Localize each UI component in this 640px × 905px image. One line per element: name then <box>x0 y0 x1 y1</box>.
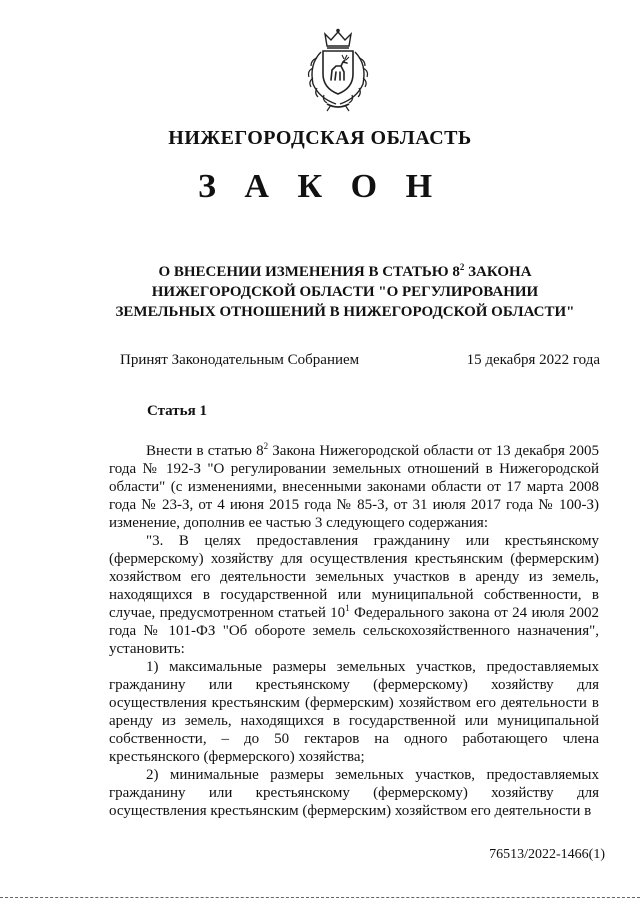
document-type-title: З А К О Н <box>197 168 443 205</box>
article-heading: Статья 1 <box>147 403 207 419</box>
adoption-date: 15 декабря 2022 года <box>466 352 600 368</box>
page-edge-divider <box>0 897 640 898</box>
paragraph: "3. В целях предоставления гражданину или крестьянскому (фермерскому) хозяйству для осуществления крестьянским (фермерским) хозяйством его деятельности земельных участков в аренду из земель, находящихся в государственной или муниципальной собственности, в случае, предусмотренном статьей $10^1$ Федерального закона от 24 июля 2002 года № 101-ФЗ "Об обороте земель сельскохозяйственного назначения", установить: <box>109 533 600 657</box>
adopted-by: Принят Законодательным Собранием <box>120 352 360 368</box>
paragraph: Внести в статью $8^2$ Закона Нижегородской области от 13 декабря 2005 года № 192-З "О регулировании земельных отношений в Нижегородской области" (с изменениями, внесенными законами области от 17 марта 2008 года № 23-З, от 4 июня 2015 года № 85-З, от 31 июля 2017 года № 100-З) изменение, дополнив ее частью 3 следующего содержания: <box>109 441 600 531</box>
law-title-line-3: ЗЕМЕЛЬНЫХ ОТНОШЕНИЙ В НИЖЕГОРОДСКОЙ ОБЛАСТИ" <box>115 304 575 320</box>
document-number: 76513/2022-1466(1) <box>489 847 605 862</box>
law-title-line-2: НИЖЕГОРОДСКОЙ ОБЛАСТИ "О РЕГУЛИРОВАНИИ <box>151 284 539 300</box>
article-body <box>109 442 599 820</box>
paragraph: 1) максимальные размеры земельных участков, предоставляемых гражданину или крестьянскому (фермерскому) хозяйству для осуществления крестьянским (фермерским) хозяйством его деятельности в аренду из земель, находящихся в государственной или муниципальной собственности, – до 50 гектаров на одного работающего члена крестьянского (фермерского) хозяйства; <box>109 659 599 765</box>
law-title-line-1: О ВНЕСЕНИИ ИЗМЕНЕНИЯ В СТАТЬЮ $8^2$ ЗАКОНА <box>158 262 532 280</box>
coat-of-arms-emblem <box>301 28 375 112</box>
adoption-line <box>120 352 600 369</box>
region-name: НИЖЕГОРОДСКАЯ ОБЛАСТЬ <box>168 127 472 149</box>
paragraph: 2) минимальные размеры земельных участков, предоставляемых гражданину или крестьянскому (фермерскому) хозяйству для осуществления крестьянским (фермерским) хозяйством его деятельности в <box>109 767 599 819</box>
law-title <box>90 262 600 322</box>
